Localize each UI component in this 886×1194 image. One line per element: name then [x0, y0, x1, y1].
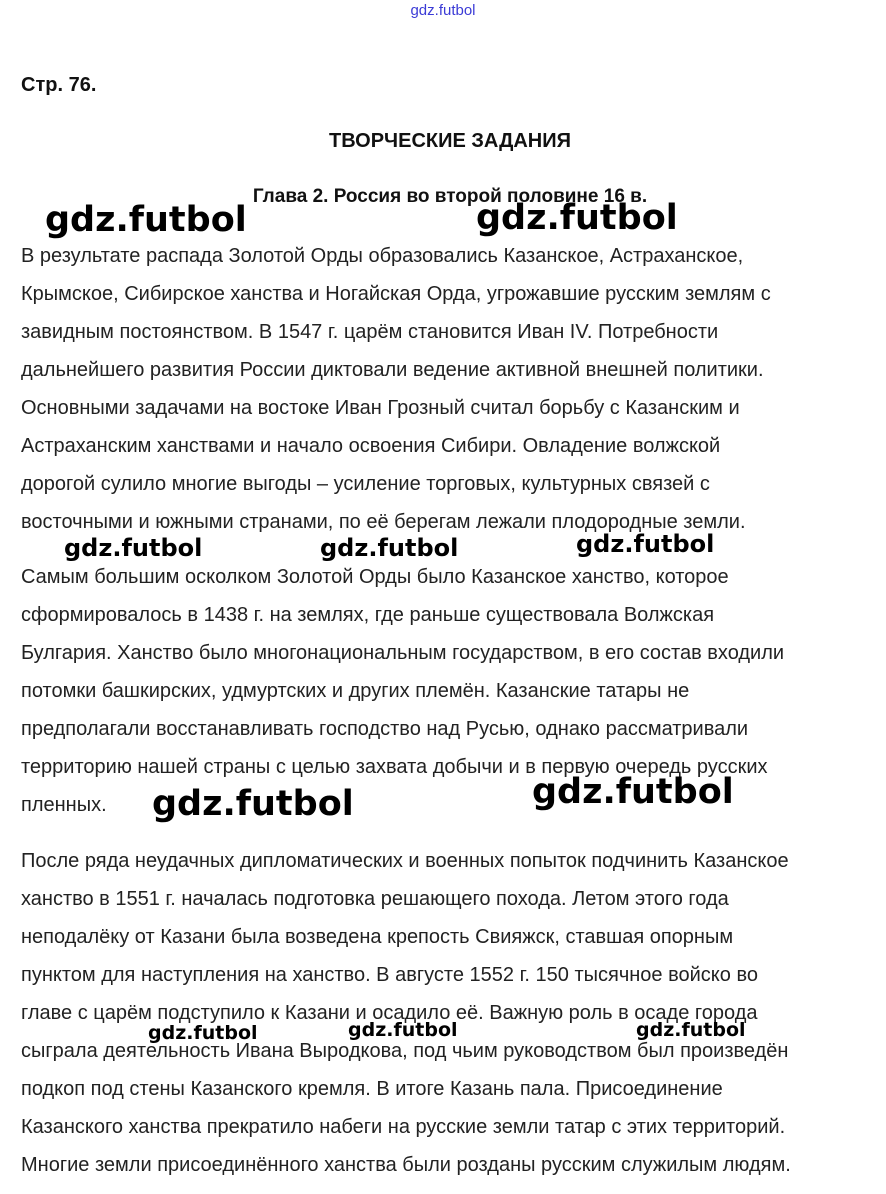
- text-line: неподалёку от Казани была возведена крепость Свияжск, ставшая опорным: [21, 926, 734, 948]
- watermark: gdz.futbol: [348, 1019, 458, 1041]
- text-line: завидным постоянством. В 1547 г. царём становится Иван IV. Потребности: [21, 321, 719, 343]
- text-line: сыграла деятельность Ивана Выродкова, под чьим руководством был произведён: [21, 1040, 789, 1062]
- site-link[interactable]: gdz.futbol: [410, 2, 476, 19]
- watermark: gdz.futbol: [148, 1022, 258, 1044]
- text-line: подкоп под стены Казанского кремля. В итоге Казань пала. Присоединение: [21, 1078, 723, 1100]
- text-line: После ряда неудачных дипломатических и военных попыток подчинить Казанское: [21, 850, 789, 872]
- text-line: В результате распада Золотой Орды образовались Казанское, Астраханское,: [21, 245, 744, 267]
- chapter-title: Глава 2. Россия во второй половине 16 в.: [252, 186, 648, 207]
- text-line: Самым большим осколком Золотой Орды было Казанское ханство, которое: [21, 566, 729, 588]
- text-line: дорогой сулило многие выгоды – усиление торговых, культурных связей с: [21, 473, 710, 495]
- watermark: gdz.futbol: [636, 1019, 746, 1041]
- text-line: ханство в 1551 г. началась подготовка решающего похода. Летом этого года: [21, 888, 729, 910]
- watermark: gdz.futbol: [64, 534, 203, 562]
- paragraph-2: [21, 558, 881, 824]
- text-line: пленных.: [21, 794, 107, 816]
- text-line: потомки башкирских, удмуртских и других племён. Казанские татары не: [21, 680, 690, 702]
- text-line: Многие земли присоединённого ханства были розданы русским служилым людям.: [21, 1154, 791, 1176]
- watermark: gdz.futbol: [576, 530, 715, 558]
- text-line: предполагали восстанавливать господство над Русью, однако рассматривали: [21, 718, 749, 740]
- watermark: gdz.futbol: [532, 772, 734, 812]
- text-line: восточными и южными странами, по её берегам лежали плодородные земли.: [21, 511, 746, 533]
- page-number: Стр. 76.: [21, 74, 97, 96]
- text-line: сформировалось в 1438 г. на землях, где раньше существовала Волжская: [21, 604, 715, 626]
- text-line: Казанского ханства прекратило набеги на русские земли татар с этих территорий.: [21, 1116, 786, 1138]
- text-line: дальнейшего развития России диктовали ведение активной внешней политики.: [21, 359, 764, 381]
- text-line: Крымское, Сибирское ханства и Ногайская Орда, угрожавшие русским землям с: [21, 283, 771, 305]
- text-line: Астраханским ханствами и начало освоения Сибири. Овладение волжской: [21, 435, 721, 457]
- section-title: ТВОРЧЕСКИЕ ЗАДАНИЯ: [329, 130, 571, 152]
- watermark: gdz.futbol: [152, 784, 354, 824]
- watermark: gdz.futbol: [476, 198, 678, 238]
- watermark: gdz.futbol: [45, 200, 247, 240]
- text-line: Булгария. Ханство было многонациональным государством, в его состав входили: [21, 642, 785, 664]
- watermark: gdz.futbol: [320, 534, 459, 562]
- text-line: территорию нашей страны с целью захвата добычи и в первую очередь русских: [21, 756, 768, 778]
- paragraph-1: [21, 237, 881, 541]
- text-line: пунктом для наступления на ханство. В августе 1552 г. 150 тысячное войско во: [21, 964, 758, 986]
- paragraph-3: [21, 842, 881, 1184]
- text-line: главе с царём подступило к Казани и осадило её. Важную роль в осаде города: [21, 1002, 758, 1024]
- text-line: Основными задачами на востоке Иван Грозный считал борьбу с Казанским и: [21, 397, 740, 419]
